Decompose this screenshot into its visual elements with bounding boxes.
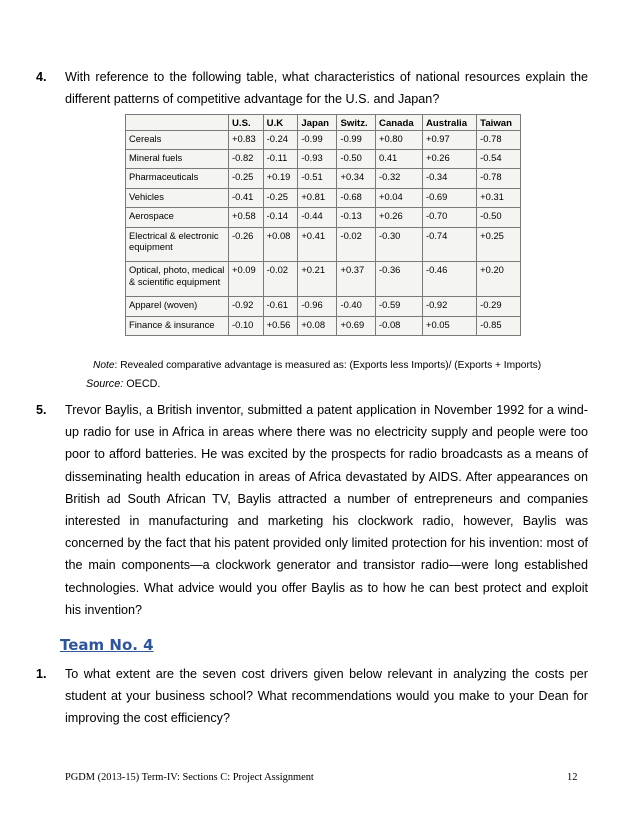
team-question-1 xyxy=(36,663,588,730)
table-header-row xyxy=(126,115,521,131)
table-cell: -0.41 xyxy=(229,188,264,207)
page-number: 12 xyxy=(567,772,578,783)
row-label: Cereals xyxy=(126,130,229,149)
table-cell: -0.92 xyxy=(229,297,264,316)
table-cell: -0.70 xyxy=(422,208,476,227)
question-5 xyxy=(36,399,588,621)
table-cell: -0.78 xyxy=(477,169,521,188)
table-cell: -0.50 xyxy=(477,208,521,227)
question-number: 4. xyxy=(36,70,47,84)
table-cell: +0.26 xyxy=(376,208,423,227)
table-cell: -0.10 xyxy=(229,316,264,335)
table-cell: +0.80 xyxy=(376,130,423,149)
table-row xyxy=(126,188,521,207)
table-cell: -0.93 xyxy=(298,149,337,168)
table-cell: -0.24 xyxy=(263,130,298,149)
row-label: Vehicles xyxy=(126,188,229,207)
table-cell: -0.69 xyxy=(422,188,476,207)
table-cell: -0.59 xyxy=(376,297,423,316)
table-cell: 0.41 xyxy=(376,149,423,168)
table-cell: -0.30 xyxy=(376,227,423,262)
table-cell: -0.78 xyxy=(477,130,521,149)
table-cell: +0.69 xyxy=(337,316,376,335)
table-cell: -0.25 xyxy=(229,169,264,188)
table-cell: +0.26 xyxy=(422,149,476,168)
table-cell: -0.14 xyxy=(263,208,298,227)
table-header-cell: Japan xyxy=(298,115,337,131)
table-row xyxy=(126,227,521,262)
table-row xyxy=(126,262,521,297)
table-cell: -0.29 xyxy=(477,297,521,316)
table-cell: -0.44 xyxy=(298,208,337,227)
note-label: Note xyxy=(93,360,115,371)
table-cell: +0.81 xyxy=(298,188,337,207)
table-cell: -0.02 xyxy=(263,262,298,297)
table-header-cell: Canada xyxy=(376,115,423,131)
table-header-cell xyxy=(126,115,229,131)
table-row xyxy=(126,316,521,335)
table-cell: -0.26 xyxy=(229,227,264,262)
row-label: Electrical & electronic equipment xyxy=(126,227,229,262)
table-cell: +0.31 xyxy=(477,188,521,207)
table-cell: +0.04 xyxy=(376,188,423,207)
table-cell: +0.56 xyxy=(263,316,298,335)
table-row xyxy=(126,130,521,149)
table-row xyxy=(126,169,521,188)
table-note xyxy=(93,360,541,371)
page-footer-title: PGDM (2013-15) Term-IV: Sections C: Project Assignment xyxy=(65,772,314,783)
table-header-cell: U.S. xyxy=(229,115,264,131)
table-cell: +0.97 xyxy=(422,130,476,149)
table-cell: +0.05 xyxy=(422,316,476,335)
question-4 xyxy=(36,66,588,110)
question-text: To what extent are the seven cost drivers given below relevant in analyzing the costs per student at your business school? What recommendations would you make to your Dean for improving the cost efficiency? xyxy=(65,667,588,726)
table-cell: +0.37 xyxy=(337,262,376,297)
table-cell: +0.20 xyxy=(477,262,521,297)
table-cell: +0.41 xyxy=(298,227,337,262)
table-cell: -0.40 xyxy=(337,297,376,316)
table-cell: -0.92 xyxy=(422,297,476,316)
row-label: Aerospace xyxy=(126,208,229,227)
table-cell: -0.25 xyxy=(263,188,298,207)
row-label: Optical, photo, medical & scientific equipment xyxy=(126,262,229,297)
rca-table xyxy=(125,114,521,336)
table-cell: -0.99 xyxy=(298,130,337,149)
row-label: Pharmaceuticals xyxy=(126,169,229,188)
table-cell: +0.08 xyxy=(298,316,337,335)
row-label: Apparel (woven) xyxy=(126,297,229,316)
table-row xyxy=(126,297,521,316)
table-cell: +0.09 xyxy=(229,262,264,297)
table-header-cell: Switz. xyxy=(337,115,376,131)
table-cell: -0.51 xyxy=(298,169,337,188)
table-header-cell: U.K xyxy=(263,115,298,131)
table-header-cell: Taiwan xyxy=(477,115,521,131)
table-cell: -0.99 xyxy=(337,130,376,149)
table-cell: -0.34 xyxy=(422,169,476,188)
note-text: : Revealed comparative advantage is measured as: (Exports less Imports)/ (Exports + Imports) xyxy=(114,360,542,371)
question-number: 1. xyxy=(36,667,47,681)
table-cell: +0.58 xyxy=(229,208,264,227)
table-cell: -0.02 xyxy=(337,227,376,262)
table-cell: -0.11 xyxy=(263,149,298,168)
table-cell: -0.08 xyxy=(376,316,423,335)
table-cell: -0.96 xyxy=(298,297,337,316)
table-row xyxy=(126,208,521,227)
table-cell: +0.25 xyxy=(477,227,521,262)
table-cell: -0.61 xyxy=(263,297,298,316)
table-cell: -0.85 xyxy=(477,316,521,335)
table-cell: -0.36 xyxy=(376,262,423,297)
table-source xyxy=(86,378,160,390)
table-cell: +0.34 xyxy=(337,169,376,188)
source-text: OECD. xyxy=(123,378,161,390)
table-cell: -0.68 xyxy=(337,188,376,207)
table-cell: -0.74 xyxy=(422,227,476,262)
table-cell: +0.83 xyxy=(229,130,264,149)
row-label: Finance & insurance xyxy=(126,316,229,335)
question-text: Trevor Baylis, a British inventor, submitted a patent application in November 1992 for a wind-up radio for use in Africa in areas where there was no electricity supply and people were too poor to afford batteries. He was excited by the prospects for radio broadcasts as a means of disseminating health education in areas of Africa devastated by AIDS. After appearances on British ad South African TV, Baylis attracted a number of entrepreneurs and companies interested in manufacturing and marketing his clockwork radio, however, Baylis was concerned by the fact that his patent provided only limited protection for his invention: most of the main components—a clockwork generator and transistor radio—were long established technologies. What advice would you offer Baylis as to how he can best protect and exploit his invention? xyxy=(65,403,588,617)
table-cell: -0.32 xyxy=(376,169,423,188)
table-cell: +0.19 xyxy=(263,169,298,188)
row-label: Mineral fuels xyxy=(126,149,229,168)
table-cell: +0.21 xyxy=(298,262,337,297)
question-number: 5. xyxy=(36,403,47,417)
table-cell: -0.13 xyxy=(337,208,376,227)
table-row xyxy=(126,149,521,168)
table-cell: -0.54 xyxy=(477,149,521,168)
team-heading: Team No. 4 xyxy=(60,636,154,654)
table-cell: -0.50 xyxy=(337,149,376,168)
table-cell: +0.08 xyxy=(263,227,298,262)
table-cell: -0.46 xyxy=(422,262,476,297)
table-header-cell: Australia xyxy=(422,115,476,131)
question-text: With reference to the following table, what characteristics of national resources explain the different patterns of competitive advantage for the U.S. and Japan? xyxy=(65,70,588,107)
table-cell: -0.82 xyxy=(229,149,264,168)
source-label: Source: xyxy=(86,378,124,390)
